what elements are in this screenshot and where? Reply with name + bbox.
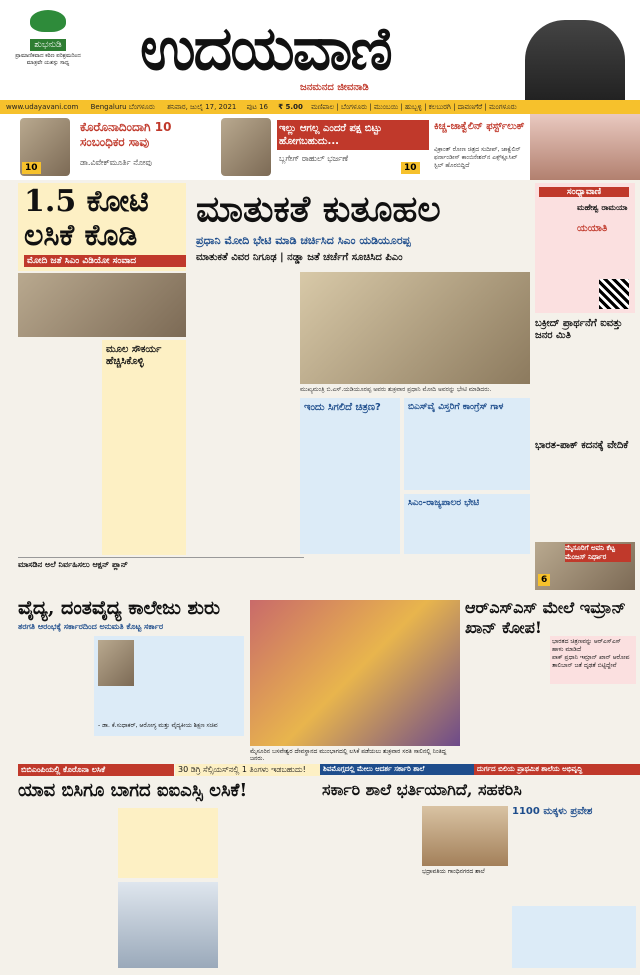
teaser-1-text: ಕೊರೊನಾದಿಂದಾಗಿ 10 ಸಂಬಂಧಿಕರ ಸಾವು	[80, 120, 172, 149]
rss-point-1: ಭಾರತದ ಚಿತ್ರಣವನ್ನು ಆರ್‌ಎಸ್‌ಎಸ್ ಹಾಳು ಮಾಡಿದೆ	[552, 638, 621, 653]
main-deck-1: ಪ್ರಧಾನಿ ಮೋದಿ ಭೇಟಿ ಮಾಡಿ ಚರ್ಚಿಸಿದ ಸಿಎಂ ಯಡಿಯೂರಪ್ಪ	[196, 234, 411, 247]
right-story-1: ಬಕ್ರೀದ್ ಪ್ರಾರ್ಥನೆಗೆ ಐವತ್ತು ಜನರ ಮಿತಿ	[535, 318, 623, 341]
minister-quote: - ಡಾ. ಕೆ.ಸುಧಾಕರ್, ಆರೋಗ್ಯ ಮತ್ತು ವೈದ್ಯಕೀಯ ಶಿಕ್ಷಣ ಸಚಿವ	[98, 722, 218, 729]
vaccine-headline: ಯಾವ ಬಿಸಿಗೂ ಬಾಗದ ಐಐಎಸ್ಸಿ ಲಸಿಕೆ!	[18, 780, 248, 801]
school-body-2	[422, 880, 508, 966]
right-story-1-body	[535, 348, 635, 438]
medical-sub: ತರಗತಿ ಆರಂಭಕ್ಕೆ ಸರ್ಕಾರದಿಂದ ಅನುಮತಿ ಕೊಟ್ಟ ಸರ್ಕಾರ	[18, 622, 164, 631]
qr-code-icon[interactable]	[599, 279, 629, 309]
bottom-strip-mid: 30 ಡಿಗ್ರಿ ಸೆಲ್ಸಿಯಸ್‌ನಲ್ಲಿ 1 ತಿಂಗಳು ಇಡಬಹುದು!	[175, 764, 321, 776]
school-box-head: 1100 ಮಕ್ಕಳು ಪ್ರವೇಶ	[512, 806, 593, 817]
column-title: ಯಯಾತಿ	[577, 223, 608, 234]
queue-photo-caption: ಮೈಸೂರಿನ ಬಸವೇಶ್ವರ ದೇವಸ್ಥಾನದ ಮುಂಭಾಗದಲ್ಲಿ ಲಸಿಕೆ ಪಡೆಯಲು ಶುಕ್ರವಾರ ಸರತಿ ಸಾಲಿನಲ್ಲಿ ನಿಂತಿದ್ದ ಜನರು.	[250, 748, 447, 762]
tree-icon	[30, 10, 66, 32]
vaccine-body-2	[222, 808, 318, 968]
pages: ಪುಟ 16	[246, 103, 268, 111]
funds-box	[102, 340, 186, 555]
teaser-3-sub: ವಿಕ್ರಾಂತ್ ರೋಣ ಚಿತ್ರದ ಸುದೀಪ್, ಜಾಕ್ವೆಲಿನ್ ಫರ್ನಾಂಡೀಸ್ ಕಾಂಬಿನೇಶನ್‌ನ ಎಕ್ಸ್‌ಕ್ಲೂಸಿವ್ ಸ್ಟಿಲ್ ಹೊರಬಿದ್ದಿದೆ	[434, 146, 521, 169]
vaccine-body-1	[18, 808, 114, 968]
right-story-2-body	[535, 470, 635, 540]
what-box-head: ಇಂದು ಸಿಗಲಿದೆ ಚಿತ್ರಣ?	[304, 402, 381, 413]
vaccine-lead-sub: ಮೋದಿ ಜತೆ ಸಿಎಂ ವಿಡಿಯೋ ಸಂವಾದ	[24, 255, 186, 267]
rahul-photo	[221, 118, 271, 176]
right-story-2: ಭಾರತ-ಪಾಕ್ ಕದನಕ್ಕೆ ವೇದಿಕೆ	[535, 440, 629, 451]
rss-point-2: ಪಾಕ್ ಪ್ರಧಾನಿ ಇಮ್ರಾನ್ ಖಾನ್ ಆರೋಪ	[552, 654, 630, 661]
teaser-3-text: ಕಿಚ್ಚ-ಜಾಕ್ವೆಲಿನ್ ಫರ್ಸ್ಟ್‌ಲುಕ್	[434, 121, 525, 132]
governor-box-head: ಸಿಎಂ-ರಾಜ್ಯಪಾಲರ ಭೇಟಿ	[408, 498, 480, 508]
rss-points-box	[550, 636, 636, 684]
main-photo-caption: ಮುಖ್ಯಮಂತ್ರಿ ಬಿ.ಎಸ್.ಯಡಿಯೂರಪ್ಪ ಅವರು ಶುಕ್ರವಾರ ಪ್ರಧಾನಿ ಮೋದಿ ಅವರನ್ನು ಭೇಟಿ ಮಾಡಿದರು.	[300, 386, 492, 393]
dateline-bar	[0, 100, 640, 114]
funds-box-head: ಮೂಲ ಸೌಕರ್ಯ ಹೆಚ್ಚಿಸಿಕೊಳ್ಳಿ	[106, 344, 162, 367]
teaser-3[interactable]	[430, 114, 531, 180]
site-link[interactable]: www.udayavani.com	[6, 103, 79, 111]
bottom-strip-left: ಬಿಬಿಎಂಪಿಯಲ್ಲಿ ಕೊರೊನಾ ಲಸಿಕೆ	[18, 764, 174, 776]
mysuru-photo	[535, 542, 635, 590]
rss-headline: ಆರ್‌ಎಸ್‌ಎಸ್ ಮೇಲೆ ಇಮ್ರಾನ್ ಖಾನ್ ಕೋಪ!	[465, 598, 626, 637]
vaccine-queue-photo	[250, 600, 460, 746]
school-photo	[422, 806, 508, 866]
mysuru-page: 6	[538, 574, 550, 586]
teaser-1-sub: ಡಾ.ವಿವೇಕ್‌ಮೂರ್ತಿ ನೋವು	[80, 158, 152, 167]
brand-logo	[8, 10, 88, 94]
main-deck-2: ಮಾತುಕತೆ ವಿವರ ನಿಗೂಢ | ನಡ್ಡಾ ಜತೆ ಚರ್ಚೆಗೆ ಸೂಚಿಸಿದ ಪಿಎಂ	[196, 252, 403, 263]
vaccine-lead-box	[18, 183, 186, 271]
tagline: ಜನಮನದ ಜೀವನಾಡಿ	[300, 82, 369, 93]
column-name: ಮಹೇಶ್ವ ರಾಮಯಾ	[577, 203, 628, 212]
main-body-column	[196, 272, 296, 554]
city: Bengaluru ಬೆಂಗಳೂರು	[90, 103, 155, 111]
bottom-strip-right-1: ಶಿವಮೊಗ್ಗದಲ್ಲಿ ಮೇಲು ಆದರ್ಶ ಸರ್ಕಾರಿ ಶಾಲೆ	[320, 764, 476, 775]
medical-headline: ವೈದ್ಯ, ದಂತವೈದ್ಯ ಕಾಲೇಜು ಶುರು	[18, 597, 221, 619]
rss-body	[465, 640, 547, 760]
editions: ಮಣಿಪಾಲ | ಬೆಂಗಳೂರು | ಮುಂಬಯಿ | ಹುಬ್ಬಳ್ಳಿ | ಕಲಬುರಗಿ | ದಾವಣಗೆರೆ | ಮಂಗಳೂರು	[311, 103, 517, 111]
video-conference-photo	[18, 273, 186, 337]
medical-body	[18, 636, 90, 756]
teaser-2-text: ಇಲ್ಲು ಆಗಲ್ಲ ಎಂದರೆ ಪಕ್ಷ ಬಿಟ್ಟು ಹೋಗಬಹುದು...	[277, 120, 429, 150]
lead-left-column	[18, 340, 98, 555]
vaccine-box	[118, 808, 218, 878]
actress-photo	[530, 114, 640, 180]
congress-box-head: ಬಿಎಸ್‌ವೈ ವಿಸ್ತರಿಗೆ ಕಾಂಗ್ರೆಸ್ ಗಾಳ	[408, 402, 504, 412]
bottom-strip-right-2: ದುರ್ಗದ ಬಿಲಿಯ ಪ್ರಾಥಮಿಕ ಶಾಲೆಯ ಅಭಿವೃದ್ಧಿ	[474, 764, 640, 775]
governor-box	[404, 494, 530, 554]
minister-quote-box	[94, 636, 244, 736]
column-box	[535, 183, 635, 313]
teaser-2[interactable]	[215, 114, 431, 180]
price: ₹ 5.00	[278, 103, 303, 111]
school-body-1	[322, 806, 418, 966]
newspaper-title: ಉದಯವಾಣಿ	[140, 14, 391, 84]
celebrity-photo	[525, 20, 625, 100]
what-box	[300, 398, 400, 554]
school-box-body	[512, 822, 636, 902]
school-headline: ಸರ್ಕಾರಿ ಶಾಲೆ ಭರ್ತಿಯಾಗಿದೆ, ಸಹಕರಿಸಿ	[322, 780, 522, 799]
vaccine-lead-head: 1.5 ಕೋಟಿ ಲಸಿಕೆ ಕೊಡಿ	[24, 184, 149, 253]
teaser-1-page: 10	[22, 162, 41, 174]
brand-lines: ಪ್ರಾಮಾಣಿಕವಾದ ಕಠಿಣ ಪರಿಶ್ರಮದಿಂದ ಮಾತ್ರವೇ ಯಶಸ್ಸು ಸಾಧ್ಯ	[15, 53, 81, 66]
column-tag: ಸಂಧ್ಯಾವಾಣಿ	[539, 187, 629, 197]
mysuru-head: ಮೈಸೂರಿಗೆ ಅವನಿ ಕೆಟ್ಟ ಮೆಂಜಸ್ ನಿರ್ಧಾರ	[565, 544, 631, 562]
teaser-1[interactable]	[0, 114, 216, 180]
congress-box	[404, 398, 530, 490]
school-blue-box	[512, 906, 636, 968]
teaser-2-sub: ಬ್ಲಗೇಗ್ ರಾಹುಲ್ ಭರ್ಜಣೆ	[279, 154, 349, 163]
date: ಶನಿವಾರ, ಜುಲೈ 17, 2021	[167, 103, 237, 111]
main-headline: ಮಾತುಕತೆ ಕುತೂಹಲ	[196, 188, 441, 230]
rss-point-3: ತಾಲಿಬಾನ್ ಜತೆ ದೃಢತೆ ಬಿಟ್ಟಿದ್ದೇವೆ	[552, 662, 617, 669]
minister-photo	[98, 640, 134, 686]
vaccine-vial-photo	[118, 882, 218, 968]
teaser-2-page: 10	[401, 162, 420, 174]
cm-pm-meeting-photo	[300, 272, 530, 384]
mid-strip: ಮಾಸಡಿನ ಅಲೆ ನಿರ್ವಹಿಸಲು ಆಕ್ಷನ್ ಪ್ಲಾನ್	[18, 557, 304, 570]
school-caption: ಭದ್ರಾವತಿಯ ಗಾಂಧಿನಗರದ ಶಾಲೆ	[422, 868, 485, 875]
brand-tag: ಶುಭನುಡಿ	[30, 39, 65, 51]
